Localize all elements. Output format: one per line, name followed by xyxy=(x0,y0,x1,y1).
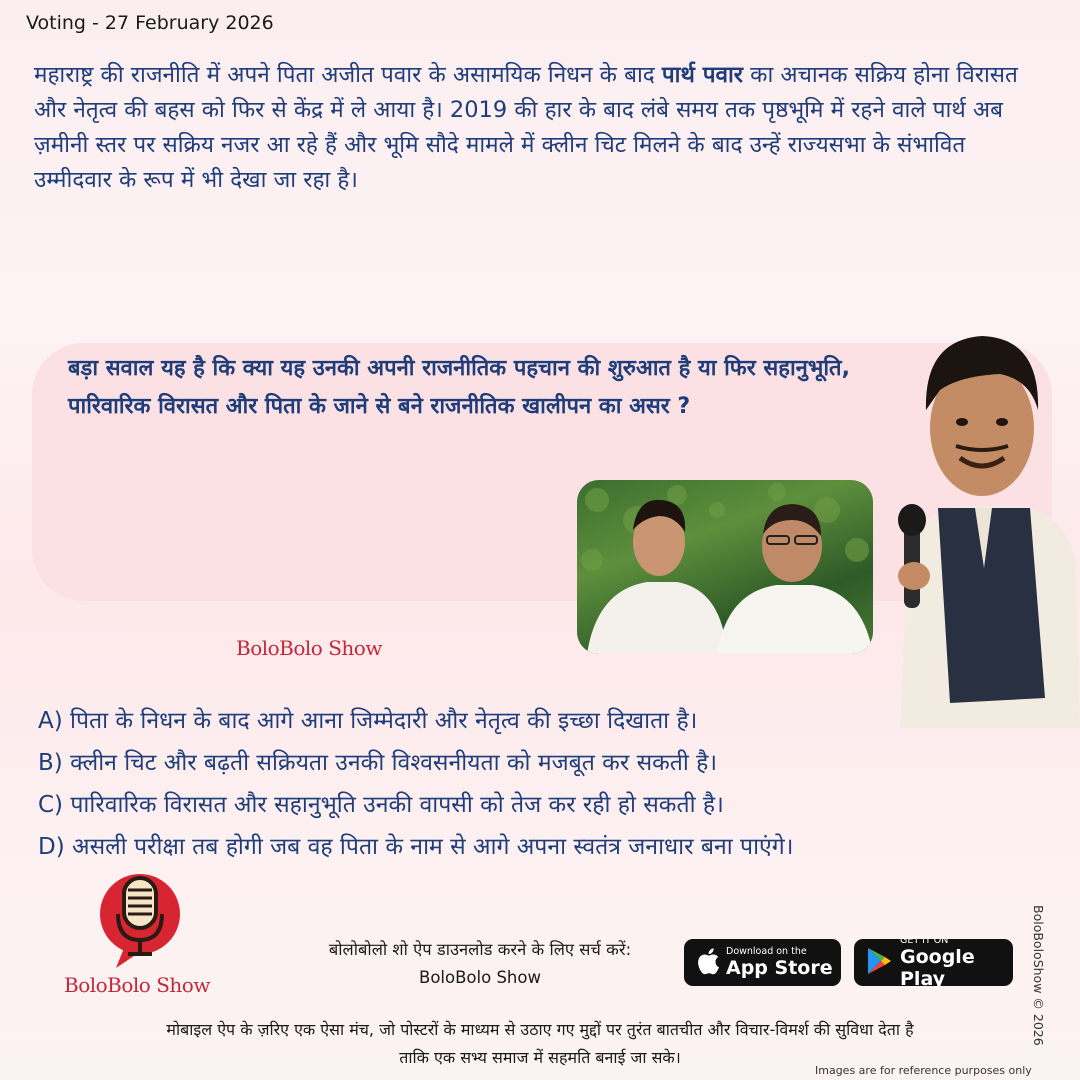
intro-text-2: का अचानक सक्रिय होना विरासत और नेतृत्व की बहस को फिर से केंद्र में ले आया है। 2019 की हार के बाद लंबे समय तक पृष्ठभूमि में रहने वाले पार्थ अब ज़मीनी स्तर पर सक्रिय नजर आ रहे हैं और भूमि सौदे मामले में क्लीन चिट मिलने के बाद उन्हें राज्यसभा के संभावित उम्मीदवार के रूप में भी देखा जा रहा है। xyxy=(34,62,1018,193)
apple-icon xyxy=(696,947,720,979)
date-label: Voting - 27 February 2026 xyxy=(26,12,274,34)
intro-name-highlight: पार्थ पवार xyxy=(661,62,744,88)
question-text: बड़ा सवाल यह है कि क्या यह उनकी अपनी राजनीतिक पहचान की शुरुआत है या फिर सहानुभूति, पारिवारिक विरासत और पिता के जाने से बने राजनीतिक खालीपन का असर ? xyxy=(68,356,850,419)
app-store-big-text: App Store xyxy=(726,957,833,979)
option-c[interactable]: C) पारिवारिक विरासत और सहानुभूति उनकी वापसी को तेज कर रही हो सकती है। xyxy=(38,792,724,818)
download-line-1: बोलोबोलो शो ऐप डाउनलोड करने के लिए सर्च करें: xyxy=(328,940,632,959)
logo-wordmark: BoloBolo Show xyxy=(64,973,210,997)
option-d[interactable]: D) असली परीक्षा तब होगी जब वह पिता के नाम से आगे अपना स्वतंत्र जनाधार बना पाएंगे। xyxy=(38,834,794,860)
caricature-illustration xyxy=(880,318,1080,728)
footer-line-1: मोबाइल ऐप के ज़रिए एक ऐसा मंच, जो पोस्टरों के माध्यम से उठाए गए मुद्दों पर तुरंत बातचीत और विचार-विमर्श की सुविधा देता है xyxy=(166,1020,914,1039)
google-play-button[interactable] xyxy=(854,935,1013,990)
google-play-icon xyxy=(866,947,892,979)
app-store-button[interactable] xyxy=(684,939,841,986)
footer-line-2: ताकि एक सभ्य समाज में सहमति बनाई जा सके। xyxy=(399,1048,681,1067)
brand-wordmark: BoloBolo Show xyxy=(236,636,382,660)
google-play-big-text: Google Play xyxy=(900,946,975,990)
download-line-2: BoloBolo Show xyxy=(419,968,541,987)
option-a[interactable]: A) पिता के निधन के बाद आगे आना जिम्मेदारी और नेतृत्व की इच्छा दिखाता है। xyxy=(38,708,698,734)
option-b[interactable]: B) क्लीन चिट और बढ़ती सक्रियता उनकी विश्वसनीयता को मजबूत कर सकती है। xyxy=(38,750,718,776)
image-disclaimer: Images are for reference purposes only xyxy=(815,1064,1032,1077)
google-play-small-text: GET IT ON xyxy=(900,935,949,946)
podcast-mic-logo-icon xyxy=(94,870,186,970)
app-store-small-text: Download on the xyxy=(726,946,807,957)
intro-text-1: महाराष्ट्र की राजनीति में अपने पिता अजीत पवार के असामयिक निधन के बाद xyxy=(34,62,662,88)
download-instruction xyxy=(290,936,670,992)
answer-options xyxy=(38,700,1048,868)
reference-photo xyxy=(577,480,873,654)
intro-paragraph xyxy=(34,58,1044,198)
